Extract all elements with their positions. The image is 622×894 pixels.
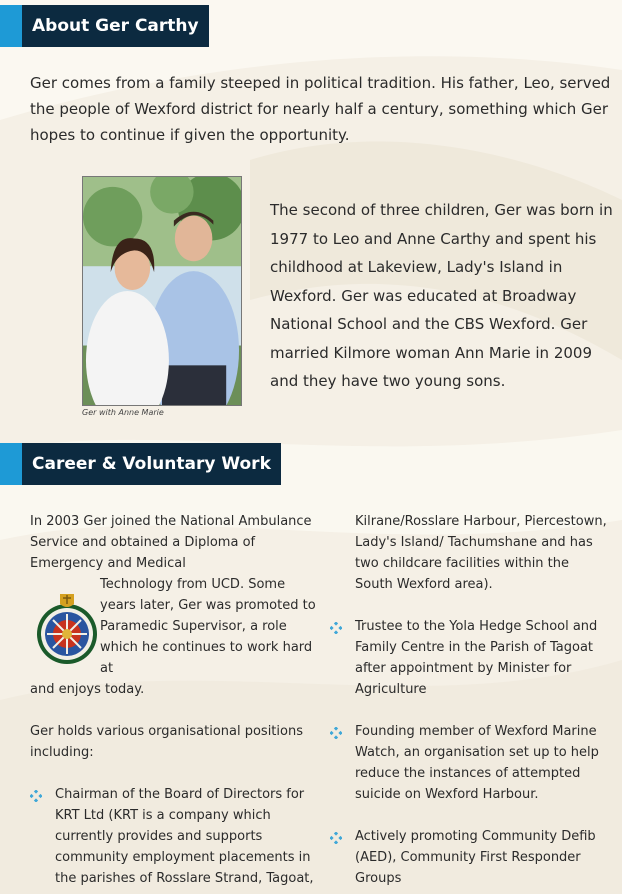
bullet-continuation: Kilrane/Rosslare Harbour, Piercestown, Lady's Island/ Tachumshane and has two childcare facilities within the South Wexford area). [355,514,607,592]
career-heading: Career & Voluntary Work [22,443,281,485]
career-para1-top: In 2003 Ger joined the National Ambulance Service and obtained a Diploma of Emergency and Medical [30,514,312,571]
list-item [330,826,610,889]
bullet-text: Trustee to the Yola Hedge School and Family Centre in the Parish of Tagoat after appointment by Minister for Agriculture [355,619,598,697]
list-item [330,721,610,805]
bullet-text: Founding member of Wexford Marine Watch, an organisation set up to help reduce the instances of attempted suicide on Wexford Harbour. [355,724,599,802]
couple-photo [82,176,242,406]
diamond-bullet-icon [330,622,342,634]
career-right-column [330,511,610,889]
diamond-bullet-icon [330,727,342,739]
header-accent [0,443,22,485]
career-section-header [0,443,281,485]
bio-paragraph: The second of three children, Ger was born in 1977 to Leo and Anne Carthy and spent his childhood at Lakeview, Lady's Island in Wexford. Ger was educated at Broadway National School and the CBS Wexford. Ger married Kilmore woman Ann Marie in 2009 and they have two young sons. [270,201,613,390]
list-item [30,784,322,889]
career-para1-end: and enjoys today. [30,682,145,697]
diamond-bullet-icon [30,790,42,802]
about-heading: About Ger Carthy [22,5,209,47]
bullet-text: Chairman of the Board of Directors for KRT Ltd (KRT is a company which currently provides and supports community employment placements in the parishes of Rosslare Strand, Tagoat, [55,787,314,886]
list-item [330,616,610,700]
header-accent [0,5,22,47]
career-left-column [30,511,322,889]
about-section-header [0,5,209,47]
bullet-text: Actively promoting Community Defib (AED), Community First Responder Groups [355,829,596,886]
photo-caption: Ger with Anne Marie [82,408,164,417]
diamond-bullet-icon [330,832,342,844]
intro-paragraph: Ger comes from a family steeped in political tradition. His father, Leo, served the people of Wexford district for nearly half a century, something which Ger hopes to continue if given the opportunity. [30,74,611,144]
career-para2: Ger holds various organisational positions including: [30,724,303,760]
career-para1-indented: Technology from UCD. Some years later, Ger was promoted to Paramedic Supervisor, a role which he continues to work hard at [100,577,316,676]
